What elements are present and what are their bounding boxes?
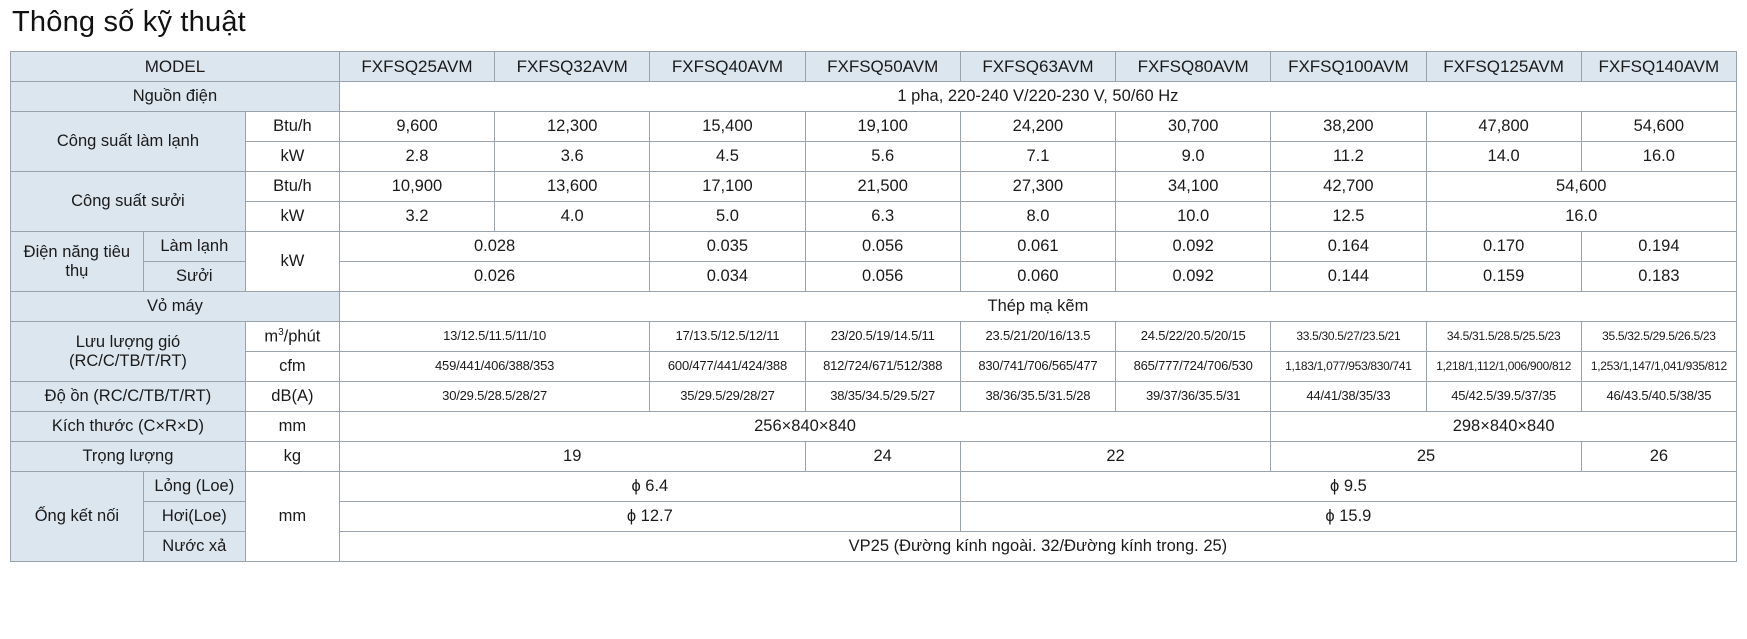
row-label-air-flow: Lưu lượng gió (RC/C/TB/T/RT) xyxy=(11,322,246,382)
consumption-cooling-6: 0.170 xyxy=(1426,232,1581,262)
airflow-m3-1: 17/13.5/12.5/12/11 xyxy=(650,322,805,352)
cooling-btu-5: 30,700 xyxy=(1116,112,1271,142)
heating-kw-0: 3.2 xyxy=(339,202,494,232)
weight-1: 24 xyxy=(805,442,960,472)
airflow-cfm-0: 459/441/406/388/353 xyxy=(339,352,649,382)
airflow-cfm-2: 812/724/671/512/388 xyxy=(805,352,960,382)
airflow-cfm-5: 1,183/1,077/953/830/741 xyxy=(1271,352,1426,382)
cooling-btu-4: 24,200 xyxy=(960,112,1115,142)
cooling-kw-3: 5.6 xyxy=(805,142,960,172)
cooling-btu-0: 9,600 xyxy=(339,112,494,142)
table-row-piping-liquid xyxy=(11,472,1737,502)
noise-6: 45/42.5/39.5/37/35 xyxy=(1426,382,1581,412)
consumption-heating-5: 0.144 xyxy=(1271,262,1426,292)
noise-0: 30/29.5/28.5/28/27 xyxy=(339,382,649,412)
consumption-heating-4: 0.092 xyxy=(1116,262,1271,292)
table-row-cooling-kw xyxy=(11,142,1737,172)
page-title: Thông số kỹ thuật xyxy=(12,6,246,38)
heating-btu-5: 34,100 xyxy=(1116,172,1271,202)
cooling-kw-1: 3.6 xyxy=(495,142,650,172)
heating-kw-6: 12.5 xyxy=(1271,202,1426,232)
unit-noise: dB(A) xyxy=(245,382,339,412)
airflow-cfm-3: 830/741/706/565/477 xyxy=(960,352,1115,382)
sub-label-consumption-cooling: Làm lạnh xyxy=(143,232,245,262)
noise-2: 38/35/34.5/29.5/27 xyxy=(805,382,960,412)
heating-btu-0: 10,900 xyxy=(339,172,494,202)
consumption-heating-3: 0.060 xyxy=(960,262,1115,292)
model-header-6: FXFSQ100AVM xyxy=(1271,52,1426,82)
cooling-btu-7: 47,800 xyxy=(1426,112,1581,142)
unit-cooling-kw: kW xyxy=(245,142,339,172)
table-row-noise xyxy=(11,382,1737,412)
noise-4: 39/37/36/35.5/31 xyxy=(1116,382,1271,412)
unit-airflow-cfm: cfm xyxy=(245,352,339,382)
footnote xyxy=(14,566,1737,576)
sub-label-consumption-heating: Sưởi xyxy=(143,262,245,292)
row-label-power-supply: Nguồn điện xyxy=(11,82,340,112)
row-label-power-consumption: Điện năng tiêu thụ xyxy=(11,232,144,292)
cooling-btu-6: 38,200 xyxy=(1271,112,1426,142)
row-label-weight: Trọng lượng xyxy=(11,442,246,472)
airflow-cfm-7: 1,253/1,147/1,041/935/812 xyxy=(1581,352,1736,382)
noise-3: 38/36/35.5/31.5/28 xyxy=(960,382,1115,412)
model-header-label: MODEL xyxy=(11,52,340,82)
consumption-heating-7: 0.183 xyxy=(1581,262,1736,292)
consumption-cooling-4: 0.092 xyxy=(1116,232,1271,262)
airflow-cfm-4: 865/777/724/706/530 xyxy=(1116,352,1271,382)
heating-kw-1: 4.0 xyxy=(495,202,650,232)
dimensions-1: 298×840×840 xyxy=(1271,412,1737,442)
consumption-heating-2: 0.056 xyxy=(805,262,960,292)
table-row-power-consumption-cooling xyxy=(11,232,1737,262)
heating-btu-6: 42,700 xyxy=(1271,172,1426,202)
cooling-kw-0: 2.8 xyxy=(339,142,494,172)
consumption-heating-6: 0.159 xyxy=(1426,262,1581,292)
model-header-3: FXFSQ50AVM xyxy=(805,52,960,82)
table-row-airflow-cfm xyxy=(11,352,1737,382)
cooling-btu-8: 54,600 xyxy=(1581,112,1736,142)
model-header-0: FXFSQ25AVM xyxy=(339,52,494,82)
heating-btu-2: 17,100 xyxy=(650,172,805,202)
unit-heating-btu: Btu/h xyxy=(245,172,339,202)
weight-2: 22 xyxy=(960,442,1270,472)
table-row-dimensions xyxy=(11,412,1737,442)
row-label-casing: Vỏ máy xyxy=(11,292,340,322)
heating-kw-3: 6.3 xyxy=(805,202,960,232)
table-row-weight xyxy=(11,442,1737,472)
unit-power-consumption: kW xyxy=(245,232,339,292)
sub-label-piping-drain: Nước xả xyxy=(143,532,245,562)
row-label-dimensions: Kích thước (C×R×D) xyxy=(11,412,246,442)
airflow-cfm-1: 600/477/441/424/388 xyxy=(650,352,805,382)
table-row-heating-kw xyxy=(11,202,1737,232)
sub-label-piping-gas: Hơi(Loe) xyxy=(143,502,245,532)
unit-heating-kw: kW xyxy=(245,202,339,232)
specifications-table xyxy=(10,51,1737,562)
table-row-airflow-m3 xyxy=(11,322,1737,352)
cooling-btu-1: 12,300 xyxy=(495,112,650,142)
weight-4: 26 xyxy=(1581,442,1736,472)
model-header-1: FXFSQ32AVM xyxy=(495,52,650,82)
unit-piping: mm xyxy=(245,472,339,562)
heating-btu-7: 54,600 xyxy=(1426,172,1737,202)
airflow-m3-0: 13/12.5/11.5/11/10 xyxy=(339,322,649,352)
noise-7: 46/43.5/40.5/38/35 xyxy=(1581,382,1736,412)
heating-kw-7: 16.0 xyxy=(1426,202,1737,232)
noise-1: 35/29.5/29/28/27 xyxy=(650,382,805,412)
weight-0: 19 xyxy=(339,442,805,472)
airflow-m3-6: 34.5/31.5/28.5/25.5/23 xyxy=(1426,322,1581,352)
unit-cooling-btu: Btu/h xyxy=(245,112,339,142)
heating-btu-3: 21,500 xyxy=(805,172,960,202)
heating-kw-4: 8.0 xyxy=(960,202,1115,232)
piping-gas-0: ϕ 12.7 xyxy=(339,502,960,532)
cooling-kw-2: 4.5 xyxy=(650,142,805,172)
table-row-heating-btu xyxy=(11,172,1737,202)
consumption-cooling-0: 0.028 xyxy=(339,232,649,262)
airflow-cfm-6: 1,218/1,112/1,006/900/812 xyxy=(1426,352,1581,382)
model-header-2: FXFSQ40AVM xyxy=(650,52,805,82)
cooling-kw-5: 9.0 xyxy=(1116,142,1271,172)
consumption-heating-1: 0.034 xyxy=(650,262,805,292)
value-power-supply: 1 pha, 220-240 V/220-230 V, 50/60 Hz xyxy=(339,82,1736,112)
table-header-row xyxy=(11,52,1737,82)
noise-5: 44/41/38/35/33 xyxy=(1271,382,1426,412)
row-label-cooling-capacity: Công suất làm lạnh xyxy=(11,112,246,172)
heating-btu-1: 13,600 xyxy=(495,172,650,202)
unit-airflow-m3: $m^3$/phút xyxy=(245,322,339,352)
row-label-noise: Độ ồn (RC/C/TB/T/RT) xyxy=(11,382,246,412)
table-row-power-supply xyxy=(11,82,1737,112)
consumption-cooling-3: 0.061 xyxy=(960,232,1115,262)
heating-kw-2: 5.0 xyxy=(650,202,805,232)
heating-kw-5: 10.0 xyxy=(1116,202,1271,232)
unit-dimensions: mm xyxy=(245,412,339,442)
model-header-7: FXFSQ125AVM xyxy=(1426,52,1581,82)
piping-drain-value: VP25 (Đường kính ngoài. 32/Đường kính trong. 25) xyxy=(339,532,1736,562)
consumption-cooling-5: 0.164 xyxy=(1271,232,1426,262)
table-row-casing xyxy=(11,292,1737,322)
row-label-heating-capacity: Công suất sưởi xyxy=(11,172,246,232)
model-header-5: FXFSQ80AVM xyxy=(1116,52,1271,82)
sub-label-piping-liquid: Lỏng (Loe) xyxy=(143,472,245,502)
airflow-m3-4: 24.5/22/20.5/20/15 xyxy=(1116,322,1271,352)
model-header-8: FXFSQ140AVM xyxy=(1581,52,1736,82)
airflow-m3-7: 35.5/32.5/29.5/26.5/23 xyxy=(1581,322,1736,352)
dimensions-0: 256×840×840 xyxy=(339,412,1270,442)
unit-weight: kg xyxy=(245,442,339,472)
cooling-btu-3: 19,100 xyxy=(805,112,960,142)
value-casing: Thép mạ kẽm xyxy=(339,292,1736,322)
piping-liquid-1: ϕ 9.5 xyxy=(960,472,1736,502)
consumption-cooling-2: 0.056 xyxy=(805,232,960,262)
cooling-kw-7: 14.0 xyxy=(1426,142,1581,172)
airflow-m3-5: 33.5/30.5/27/23.5/21 xyxy=(1271,322,1426,352)
cooling-kw-4: 7.1 xyxy=(960,142,1115,172)
cooling-kw-8: 16.0 xyxy=(1581,142,1736,172)
weight-3: 25 xyxy=(1271,442,1581,472)
cooling-kw-6: 11.2 xyxy=(1271,142,1426,172)
piping-gas-1: ϕ 15.9 xyxy=(960,502,1736,532)
spec-sheet-page xyxy=(0,6,1747,639)
airflow-m3-3: 23.5/21/20/16/13.5 xyxy=(960,322,1115,352)
airflow-m3-2: 23/20.5/19/14.5/11 xyxy=(805,322,960,352)
heating-btu-4: 27,300 xyxy=(960,172,1115,202)
consumption-cooling-1: 0.035 xyxy=(650,232,805,262)
consumption-heating-0: 0.026 xyxy=(339,262,649,292)
consumption-cooling-7: 0.194 xyxy=(1581,232,1736,262)
row-label-piping: Ống kết nối xyxy=(11,472,144,562)
table-row-cooling-btu xyxy=(11,112,1737,142)
cooling-btu-2: 15,400 xyxy=(650,112,805,142)
piping-liquid-0: ϕ 6.4 xyxy=(339,472,960,502)
model-header-4: FXFSQ63AVM xyxy=(960,52,1115,82)
